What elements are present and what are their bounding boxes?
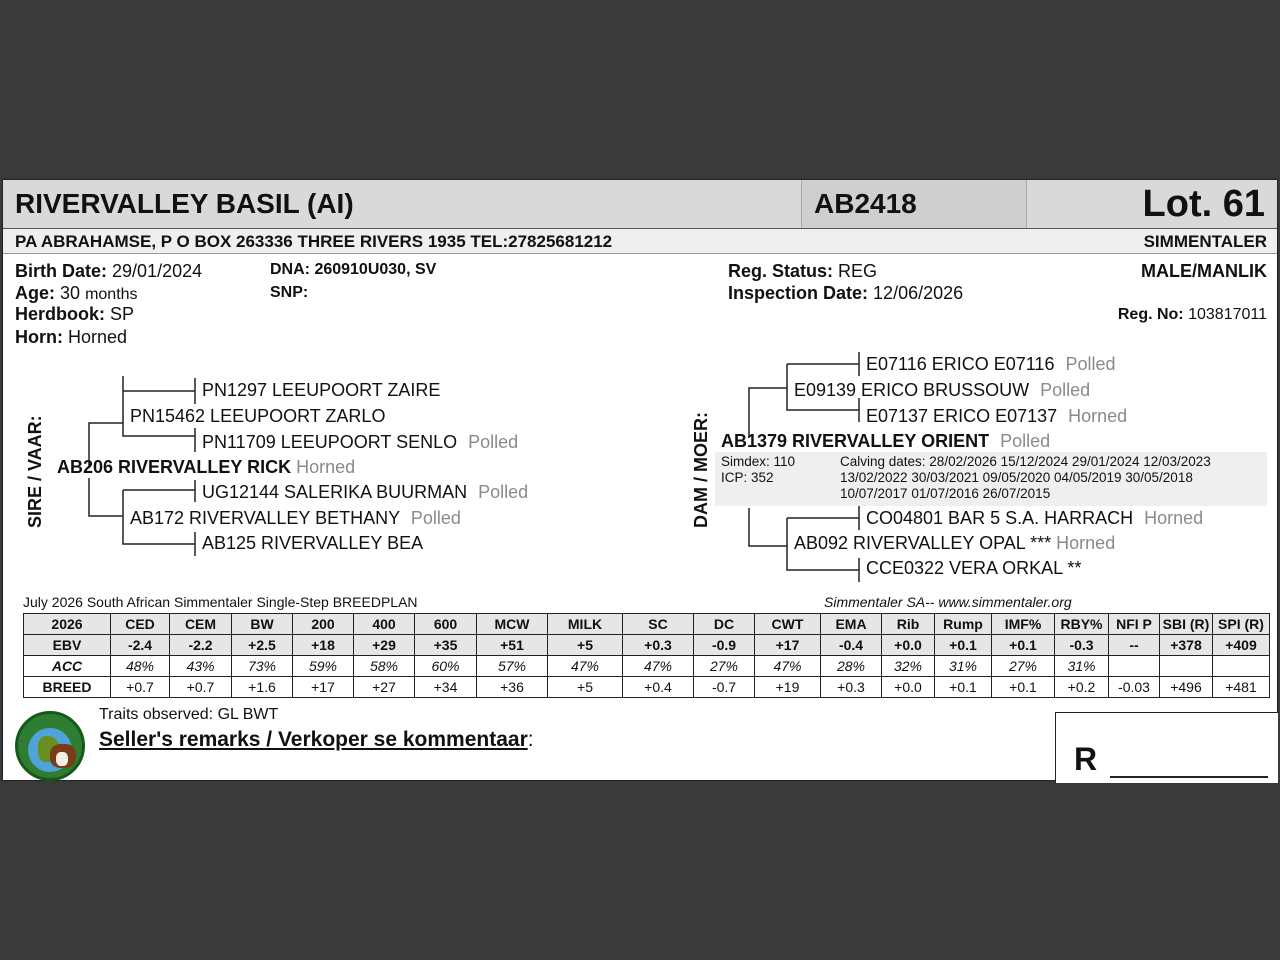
breeder-address: PA ABRAHAMSE, P O BOX 263336 THREE RIVERS 1935 TEL:27825681212 bbox=[15, 232, 613, 251]
bid-r-mark: R bbox=[1074, 741, 1098, 777]
ebv-cell: +27 bbox=[354, 677, 415, 698]
ebv-cell: MILK bbox=[548, 614, 623, 635]
dam-gs-dam: E07137 ERICO E07137 bbox=[866, 406, 1058, 426]
ebv-cell: -0.9 bbox=[694, 635, 755, 656]
dam-side-label: DAM / MOER: bbox=[691, 412, 711, 528]
ebv-cell: +34 bbox=[415, 677, 477, 698]
sire-name: AB206 RIVERVALLEY RICK bbox=[57, 457, 292, 477]
remarks-colon: : bbox=[527, 728, 534, 751]
age-label: Age: bbox=[15, 283, 55, 303]
dam-gd-horn: Horned bbox=[1056, 533, 1116, 553]
inspection-value: 12/06/2026 bbox=[873, 283, 964, 303]
ebv-cell: +0.3 bbox=[821, 677, 882, 698]
dam-gs-sire-horn: Polled bbox=[1065, 354, 1116, 374]
reg-no-label: Reg. No: bbox=[1117, 306, 1184, 323]
dam-name: AB1379 RIVERVALLEY ORIENT bbox=[721, 431, 990, 451]
lot-number: Lot. 61 bbox=[1142, 182, 1265, 225]
dam-gs-sire-row bbox=[866, 354, 1116, 375]
ebv-cell: -2.2 bbox=[170, 635, 232, 656]
simmentaler-logo bbox=[15, 711, 85, 781]
dam-gd-sire-horn: Horned bbox=[1144, 508, 1204, 528]
breedplan-website: Simmentaler SA-- www.simmentaler.org bbox=[824, 594, 1072, 610]
dam-horn: Polled bbox=[1000, 431, 1051, 451]
horn-label: Horn: bbox=[15, 327, 63, 347]
ebv-cell: +2.5 bbox=[232, 635, 293, 656]
sire-gd-row bbox=[130, 508, 461, 529]
ebv-cell: 32% bbox=[882, 656, 935, 677]
sex-label: MALE/MANLIK bbox=[1141, 261, 1267, 281]
dam-gd-row bbox=[794, 533, 1115, 554]
sire-gs-name: PN15462 LEEUPOORT ZARLO bbox=[130, 406, 386, 426]
remarks-row bbox=[99, 728, 534, 752]
dam-icp: ICP: 352 bbox=[721, 470, 774, 485]
dam-calving-line-2: 13/02/2022 30/03/2021 09/05/2020 04/05/2019 30/05/2018 bbox=[840, 470, 1193, 485]
age-unit: months bbox=[85, 286, 138, 303]
ebv-cell: +5 bbox=[548, 677, 623, 698]
birth-date-label: Birth Date: bbox=[15, 261, 108, 281]
ebv-cell: 28% bbox=[821, 656, 882, 677]
ebv-cell: 48% bbox=[111, 656, 170, 677]
ebv-cell: 57% bbox=[477, 656, 548, 677]
sire-gs-dam: PN11709 LEEUPOORT SENLO bbox=[202, 432, 458, 452]
sire-horn: Horned bbox=[296, 457, 356, 477]
ebv-cell: +19 bbox=[755, 677, 821, 698]
ebv-row-ebv bbox=[24, 635, 1270, 656]
ebv-cell: CWT bbox=[755, 614, 821, 635]
ebv-cell: DC bbox=[694, 614, 755, 635]
sire-gd-sire-horn: Polled bbox=[478, 482, 529, 502]
ebv-cell: 43% bbox=[170, 656, 232, 677]
ebv-cell: EBV bbox=[24, 635, 111, 656]
ebv-cell: IMF% bbox=[992, 614, 1055, 635]
ebv-cell: +36 bbox=[477, 677, 548, 698]
ebv-cell: ACC bbox=[24, 656, 111, 677]
ebv-cell: 58% bbox=[354, 656, 415, 677]
ebv-cell: -0.7 bbox=[694, 677, 755, 698]
ebv-cell: RBY% bbox=[1055, 614, 1109, 635]
ebv-cell: -2.4 bbox=[111, 635, 170, 656]
ebv-cell: EMA bbox=[821, 614, 882, 635]
lot-card bbox=[2, 179, 1278, 781]
ebv-cell: 31% bbox=[1055, 656, 1109, 677]
ebv-cell: +0.1 bbox=[935, 677, 992, 698]
sire-gd-dam: AB125 RIVERVALLEY BEA bbox=[202, 533, 424, 553]
ebv-cell: +18 bbox=[293, 635, 354, 656]
ebv-cell: +29 bbox=[354, 635, 415, 656]
ebv-cell: +1.6 bbox=[232, 677, 293, 698]
dam-gs-dam-row bbox=[866, 406, 1127, 427]
ebv-cell bbox=[1213, 656, 1270, 677]
ebv-cell: +0.0 bbox=[882, 677, 935, 698]
ebv-cell: +0.2 bbox=[1055, 677, 1109, 698]
ebv-cell: NFI P bbox=[1109, 614, 1160, 635]
dam-gs-row bbox=[794, 380, 1090, 401]
ebv-cell: +0.1 bbox=[992, 635, 1055, 656]
ebv-cell: -0.03 bbox=[1109, 677, 1160, 698]
dam-gs-name: E09139 ERICO BRUSSOUW bbox=[794, 380, 1030, 400]
ebv-cell bbox=[1109, 656, 1160, 677]
breed-name: SIMMENTALER bbox=[1143, 232, 1267, 251]
ebv-cell: +51 bbox=[477, 635, 548, 656]
ebv-cell: Rump bbox=[935, 614, 992, 635]
ebv-cell: +0.4 bbox=[623, 677, 694, 698]
ebv-cell: Rib bbox=[882, 614, 935, 635]
ebv-cell: +17 bbox=[293, 677, 354, 698]
inspection-label: Inspection Date: bbox=[728, 283, 869, 303]
sire-gs-dam-horn: Polled bbox=[468, 432, 519, 452]
ebv-cell: +409 bbox=[1213, 635, 1270, 656]
ebv-cell: +496 bbox=[1160, 677, 1213, 698]
ebv-cell: BREED bbox=[24, 677, 111, 698]
dam-gd-sire-row bbox=[866, 508, 1203, 529]
ebv-cell: +5 bbox=[548, 635, 623, 656]
ebv-cell: +481 bbox=[1213, 677, 1270, 698]
ebv-cell: SPI (R) bbox=[1213, 614, 1270, 635]
herdbook-label: Herdbook: bbox=[15, 304, 105, 324]
sire-gs-sire: PN1297 LEEUPOORT ZAIRE bbox=[202, 380, 441, 400]
bid-box bbox=[1055, 712, 1278, 783]
ebv-cell: +0.1 bbox=[935, 635, 992, 656]
remarks-label: Seller's remarks / Verkoper se kommentaar bbox=[99, 728, 528, 751]
ebv-cell: 2026 bbox=[24, 614, 111, 635]
ebv-cell: 47% bbox=[548, 656, 623, 677]
dam-gd-dam: CCE0322 VERA ORKAL ** bbox=[866, 558, 1082, 578]
dam-gs-horn: Polled bbox=[1040, 380, 1091, 400]
ebv-cell: 600 bbox=[415, 614, 477, 635]
ebv-cell: +0.1 bbox=[992, 677, 1055, 698]
ebv-cell: +17 bbox=[755, 635, 821, 656]
dam-performance-box bbox=[715, 452, 1267, 506]
ebv-cell: -0.3 bbox=[1055, 635, 1109, 656]
ebv-cell: 31% bbox=[935, 656, 992, 677]
traits-observed: Traits observed: GL BWT bbox=[99, 706, 279, 723]
breedplan-caption: July 2026 South African Simmentaler Single-Step BREEDPLAN bbox=[23, 594, 418, 610]
sire-row bbox=[57, 457, 355, 478]
ebv-cell: +0.7 bbox=[170, 677, 232, 698]
ebv-row-acc bbox=[24, 656, 1270, 677]
sire-gd-horn: Polled bbox=[410, 508, 461, 528]
ebv-cell: 47% bbox=[623, 656, 694, 677]
sire-gd-name: AB172 RIVERVALLEY BETHANY bbox=[130, 508, 400, 528]
ebv-cell: SC bbox=[623, 614, 694, 635]
ebv-row-breed bbox=[24, 677, 1270, 698]
herdbook-value: SP bbox=[110, 304, 135, 324]
sire-gd-sire-row bbox=[202, 482, 528, 503]
sire-gs-dam-row bbox=[202, 432, 518, 453]
dam-calving-line-1: Calving dates: 28/02/2026 15/12/2024 29/01/2024 12/03/2023 bbox=[840, 454, 1211, 469]
ebv-cell: +0.3 bbox=[623, 635, 694, 656]
dam-calving-line-3: 10/07/2017 01/07/2016 26/07/2015 bbox=[840, 486, 1051, 501]
dam-gd-name: AB092 RIVERVALLEY OPAL *** bbox=[794, 533, 1052, 553]
dam-gs-sire: E07116 ERICO E07116 bbox=[866, 354, 1055, 374]
ebv-cell: MCW bbox=[477, 614, 548, 635]
reg-status-label: Reg. Status: bbox=[728, 261, 834, 281]
ebv-cell: 200 bbox=[293, 614, 354, 635]
snp-info: SNP: bbox=[270, 284, 309, 301]
sire-side-label: SIRE / VAAR: bbox=[25, 415, 45, 528]
ebv-cell: SBI (R) bbox=[1160, 614, 1213, 635]
ebv-table bbox=[23, 613, 1270, 698]
dam-gd-sire: CO04801 BAR 5 S.A. HARRACH bbox=[866, 508, 1134, 528]
sire-gd-sire: UG12144 SALERIKA BUURMAN bbox=[202, 482, 468, 502]
ebv-row-header bbox=[24, 614, 1270, 635]
dna-info: DNA: 260910U030, SV bbox=[270, 261, 437, 278]
dam-gs-dam-horn: Horned bbox=[1068, 406, 1128, 426]
dam-simdex: Simdex: 110 bbox=[721, 454, 796, 469]
ebv-cell: 73% bbox=[232, 656, 293, 677]
bid-line[interactable] bbox=[1110, 776, 1268, 778]
dam-row bbox=[721, 431, 1050, 452]
ebv-cell: 27% bbox=[694, 656, 755, 677]
reg-no-value: 103817011 bbox=[1188, 306, 1267, 323]
ebv-cell: CEM bbox=[170, 614, 232, 635]
ebv-cell: 59% bbox=[293, 656, 354, 677]
birth-date-value: 29/01/2024 bbox=[112, 261, 203, 281]
ebv-cell: +35 bbox=[415, 635, 477, 656]
ebv-cell bbox=[1160, 656, 1213, 677]
age-value: 30 bbox=[60, 283, 81, 303]
ebv-cell: +378 bbox=[1160, 635, 1213, 656]
horn-value: Horned bbox=[68, 327, 128, 347]
ebv-cell: BW bbox=[232, 614, 293, 635]
ebv-cell: -- bbox=[1109, 635, 1160, 656]
animal-name: RIVERVALLEY BASIL (AI) bbox=[15, 188, 354, 219]
ebv-cell: 47% bbox=[755, 656, 821, 677]
ebv-cell: 27% bbox=[992, 656, 1055, 677]
ebv-cell: CED bbox=[111, 614, 170, 635]
animal-id-code: AB2418 bbox=[801, 180, 1027, 228]
ebv-cell: +0.0 bbox=[882, 635, 935, 656]
ebv-cell: 60% bbox=[415, 656, 477, 677]
ebv-cell: 400 bbox=[354, 614, 415, 635]
ebv-cell: -0.4 bbox=[821, 635, 882, 656]
ebv-cell: +0.7 bbox=[111, 677, 170, 698]
reg-status-value: REG bbox=[838, 261, 878, 281]
